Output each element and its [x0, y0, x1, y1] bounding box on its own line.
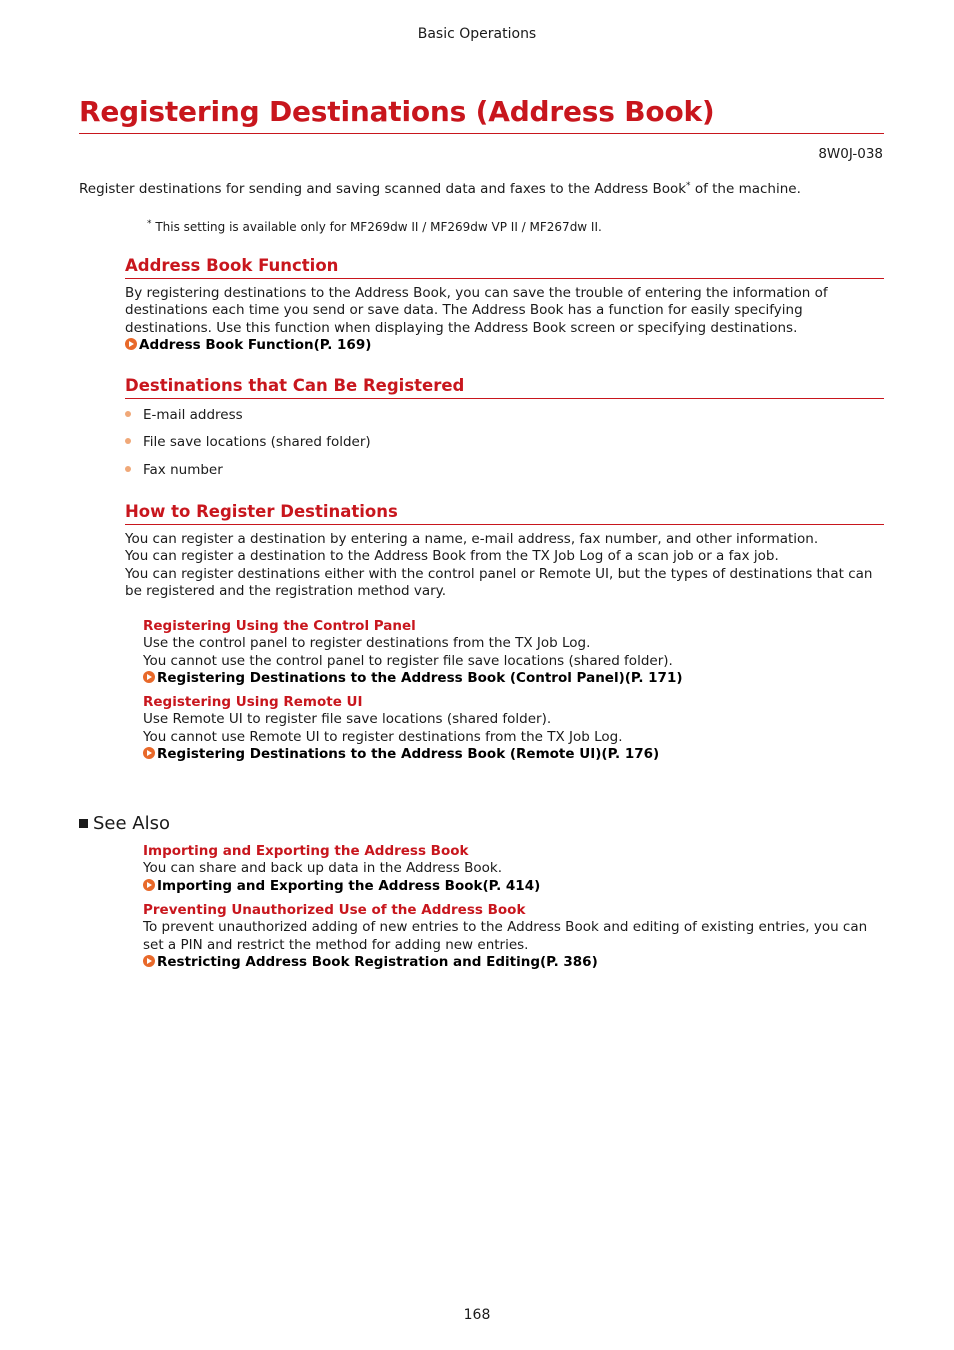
- arrow-link-icon: [125, 338, 137, 350]
- list-item-text: E-mail address: [143, 407, 243, 423]
- bullet-icon: [125, 466, 131, 472]
- running-header: Basic Operations: [417, 26, 537, 42]
- remote-ui-line: Use Remote UI to register file save locations (shared folder).: [143, 711, 552, 728]
- remote-ui-title: Registering Using Remote UI: [143, 694, 363, 710]
- import-export-title: Importing and Exporting the Address Book: [143, 843, 469, 859]
- list-item-text: File save locations (shared folder): [143, 434, 371, 450]
- prevent-text: To prevent unauthorized adding of new entries to the Address Book and editing of existing entries, you can set a PIN and restrict the method for adding new entries.: [143, 919, 868, 953]
- bullet-icon: [125, 438, 131, 444]
- intro-text-end: of the machine.: [690, 181, 801, 197]
- document-id: 8W0J-038: [818, 146, 883, 162]
- how-to-line: You can register destinations either with the control panel or Remote UI, but the types of destinations that can be registered and the registration method vary.: [125, 565, 873, 600]
- list-item: [125, 407, 243, 424]
- intro-paragraph: [79, 181, 801, 198]
- footnote-text: This setting is available only for MF269dw II / MF269dw VP II / MF267dw II.: [151, 220, 602, 234]
- prevent-title: Preventing Unauthorized Use of the Address Book: [143, 902, 526, 918]
- see-also-heading: [79, 813, 170, 835]
- page-number: 168: [463, 1307, 491, 1323]
- control-panel-title: Registering Using the Control Panel: [143, 618, 416, 634]
- address-book-function-link[interactable]: [125, 337, 884, 354]
- remote-ui-line: You cannot use Remote UI to register destinations from the TX Job Log.: [143, 728, 623, 745]
- link-text[interactable]: Address Book Function(P. 169): [139, 337, 372, 354]
- link-text[interactable]: Importing and Exporting the Address Book(P. 414): [157, 877, 541, 894]
- address-book-function-body: [125, 285, 884, 355]
- how-to-line: You can register a destination by entering a name, e-mail address, fax number, and other information.: [125, 531, 819, 547]
- link-text[interactable]: Registering Destinations to the Address Book (Control Panel)(P. 171): [157, 670, 683, 687]
- how-to-line: You can register a destination to the Address Book from the TX Job Log of a scan job or a fax job.: [125, 548, 779, 565]
- remote-ui-block: [143, 694, 884, 764]
- square-bullet-icon: [79, 819, 88, 828]
- prevent-unauthorized-block: [143, 902, 884, 972]
- remote-ui-link[interactable]: [143, 746, 884, 763]
- page-title: Registering Destinations (Address Book): [79, 94, 884, 134]
- intro-text: Register destinations for sending and saving scanned data and faxes to the Address Book: [79, 181, 687, 197]
- footnote: [147, 219, 602, 236]
- control-panel-line: Use the control panel to register destinations from the TX Job Log.: [143, 635, 591, 652]
- link-text[interactable]: Registering Destinations to the Address Book (Remote UI)(P. 176): [157, 746, 660, 763]
- link-text[interactable]: Restricting Address Book Registration and Editing(P. 386): [157, 954, 598, 971]
- section-heading-how-to-register: How to Register Destinations: [125, 501, 884, 525]
- section-heading-destinations: Destinations that Can Be Registered: [125, 375, 884, 399]
- list-item: [125, 462, 223, 479]
- import-export-block: [143, 843, 884, 895]
- footnote-mark: *: [686, 181, 691, 191]
- address-book-function-text: By registering destinations to the Address Book, you can save the trouble of entering the information of destinations each time you send or save data. The Address Book has a function for easily specifying destinations. Use this function when displaying the Address Book screen or specifying destinations.: [125, 285, 828, 336]
- arrow-link-icon: [143, 955, 155, 967]
- bullet-icon: [125, 411, 131, 417]
- import-export-text: You can share and back up data in the Address Book.: [143, 860, 502, 877]
- import-export-link[interactable]: [143, 878, 884, 895]
- section-heading-address-book-function: Address Book Function: [125, 255, 884, 279]
- control-panel-line: You cannot use the control panel to register file save locations (shared folder).: [143, 652, 673, 669]
- control-panel-block: [143, 618, 884, 688]
- list-item: [125, 434, 371, 451]
- prevent-link[interactable]: [143, 954, 884, 971]
- footnote-mark: *: [147, 219, 152, 229]
- control-panel-link[interactable]: [143, 670, 884, 687]
- how-to-register-body: [125, 531, 884, 601]
- see-also-label: See Also: [93, 813, 171, 834]
- list-item-text: Fax number: [143, 462, 223, 478]
- arrow-link-icon: [143, 879, 155, 891]
- arrow-link-icon: [143, 747, 155, 759]
- arrow-link-icon: [143, 671, 155, 683]
